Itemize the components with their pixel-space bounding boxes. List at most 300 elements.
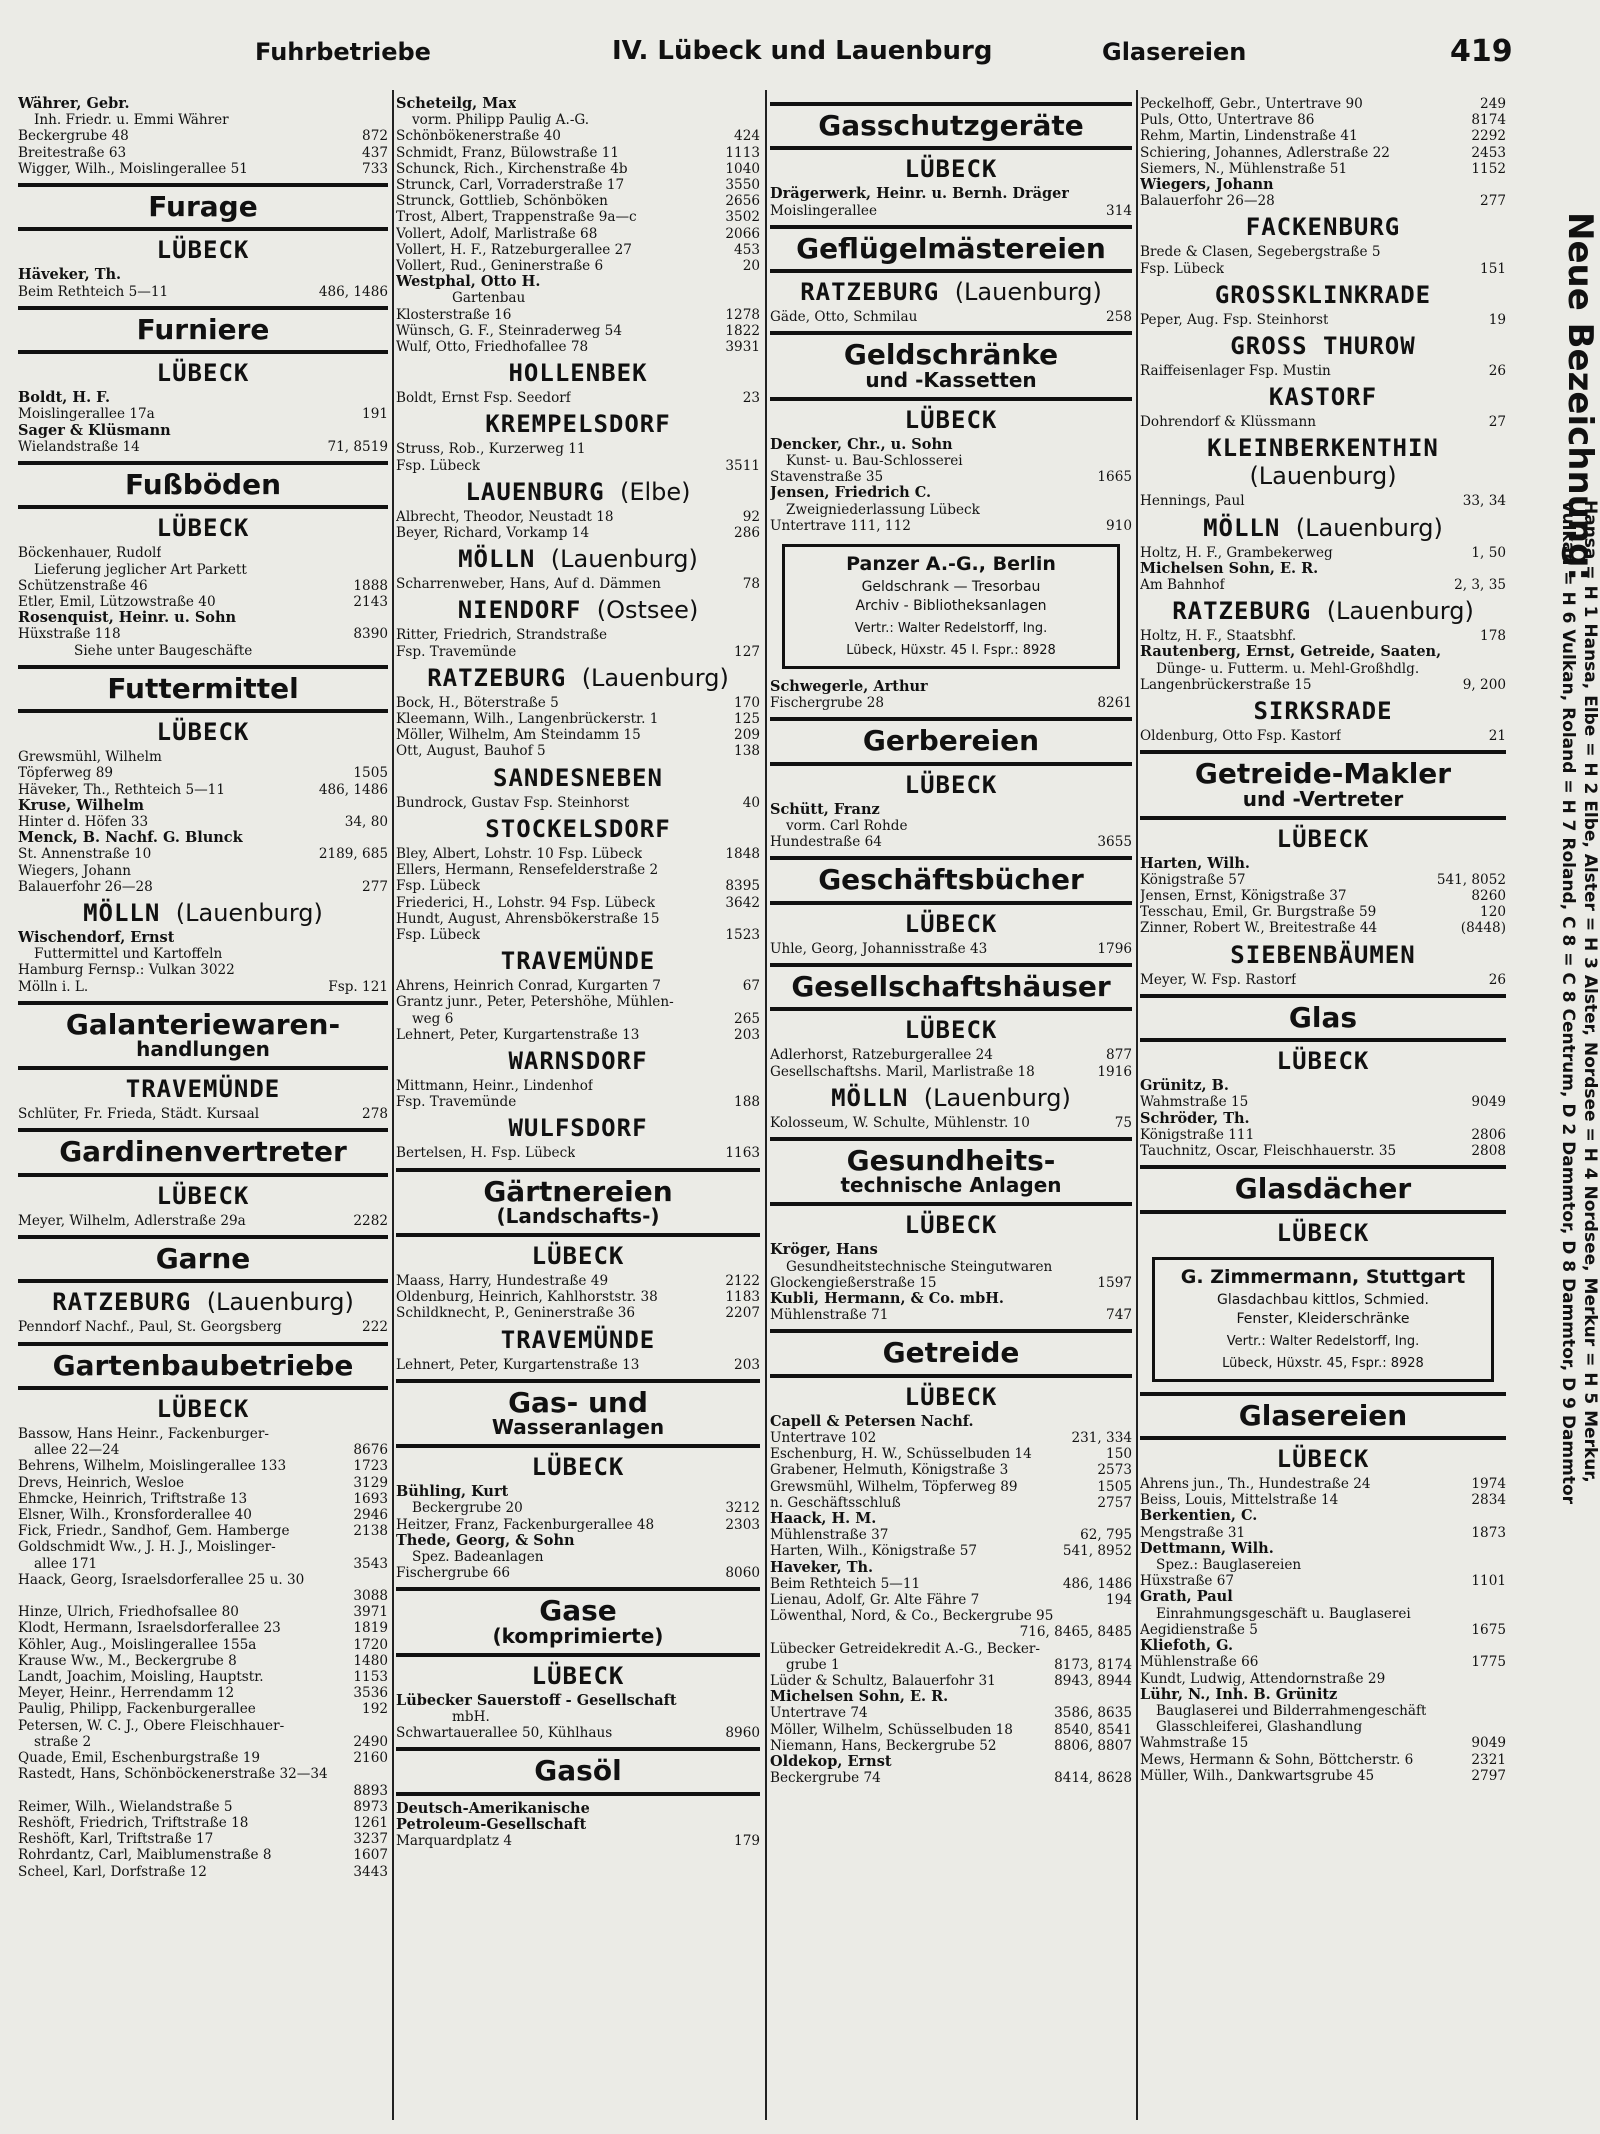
listing-row — [396, 627, 760, 643]
phone-number: 8174 — [1471, 112, 1506, 129]
listing-row — [18, 1831, 388, 1847]
running-head-right: Glasereien — [1102, 38, 1247, 66]
listing-text: Lübecker Getreidekredit A.-G., Becker- — [770, 1640, 1040, 1657]
listing-row — [1140, 1654, 1506, 1670]
phone-number: 1775 — [1471, 1654, 1506, 1671]
phone-number: 1113 — [725, 144, 760, 161]
listing-text: Petroleum-Gesellschaft — [396, 1816, 587, 1833]
place-heading — [396, 1326, 760, 1354]
listing-text: Hundt, August, Ahrensbökerstraße 15 — [396, 910, 660, 927]
listing-text: Königstraße 57 — [1140, 871, 1246, 888]
listing-row — [1140, 577, 1506, 593]
phone-number: 486, 1486 — [318, 781, 388, 798]
listing-text: Schwartauerallee 50, Kühlhaus — [396, 1725, 613, 1742]
listing-row — [18, 128, 388, 144]
listing-text: Vollert, H. F., Ratzeburgerallee 27 — [396, 241, 632, 258]
listing-row — [770, 941, 1132, 957]
listing-text: Hüxstraße 67 — [1140, 1573, 1235, 1590]
listing-row — [770, 485, 1132, 501]
listing-text: Schildknecht, P., Geninerstraße 36 — [396, 1305, 636, 1322]
listing-row — [18, 765, 388, 781]
phone-number: 3212 — [725, 1500, 760, 1517]
section-rule — [18, 505, 388, 509]
place-heading — [770, 1211, 1132, 1239]
listing-text: Rehm, Martin, Lindenstraße 41 — [1140, 128, 1358, 145]
phone-number: 203 — [734, 1356, 760, 1373]
listing-text: Rautenberg, Ernst, Getreide, Saaten, — [1140, 644, 1442, 661]
listing-row — [1140, 1476, 1506, 1492]
listing-row — [770, 1307, 1132, 1323]
phone-number: 67 — [742, 978, 760, 995]
place-name: LÜBECK — [1276, 1445, 1370, 1474]
listing-text: Landt, Joachim, Moisling, Hauptstr. — [18, 1669, 264, 1686]
section-rule — [770, 1137, 1132, 1141]
place-name: LAUENBURG — [465, 477, 605, 506]
category-heading — [770, 340, 1132, 390]
phone-number: 8395 — [725, 878, 760, 895]
listing-row — [770, 1495, 1132, 1511]
listing-text: Drevs, Heinrich, Wesloe — [18, 1474, 185, 1491]
phone-number: 1819 — [353, 1620, 388, 1637]
listing-row — [770, 1047, 1132, 1063]
section-rule — [18, 1066, 388, 1070]
listing-text: Heitzer, Franz, Fackenburgerallee 48 — [396, 1516, 655, 1533]
listing-row — [396, 927, 760, 943]
listing-row — [770, 1242, 1132, 1258]
listing-text: Fsp. Travemünde — [396, 1094, 517, 1111]
listing-row — [396, 644, 760, 660]
phone-number: 40 — [742, 794, 760, 811]
listing-text: Krause Ww., M., Beckergrube 8 — [18, 1652, 237, 1669]
listing-row — [18, 1750, 388, 1766]
phone-number: 1597 — [1097, 1274, 1132, 1291]
listing-row — [396, 1289, 760, 1305]
phone-number: 3088 — [353, 1588, 388, 1605]
listing-row — [396, 274, 760, 290]
listing-text: Wiegers, Johann — [1140, 177, 1274, 194]
phone-number: 910 — [1106, 517, 1132, 534]
listing-row — [18, 626, 388, 642]
listing-text: Hennings, Paul — [1140, 493, 1245, 510]
listing-text: Bundrock, Gustav Fsp. Steinhorst — [396, 794, 630, 811]
listing-row — [770, 186, 1132, 202]
phone-number: 33, 34 — [1462, 493, 1506, 510]
place-name: FACKENBURG — [1245, 213, 1401, 242]
section-rule — [1140, 1210, 1506, 1214]
listing-row — [770, 1722, 1132, 1738]
page-number: 419 — [1450, 34, 1513, 69]
listing-text: weg 6 — [412, 1010, 454, 1027]
phone-number: 8060 — [725, 1565, 760, 1582]
place-name: RATZEBURG — [427, 663, 567, 692]
listing-text: Müller, Wilh., Dankwartsgrube 45 — [1140, 1767, 1375, 1784]
listing-row — [1140, 1492, 1506, 1508]
category-heading — [770, 1336, 1132, 1370]
category-title: Glasereien — [1238, 1398, 1408, 1432]
listing-row — [1140, 644, 1506, 660]
place-name: RATZEBURG — [800, 278, 940, 307]
listing-row — [18, 1637, 388, 1653]
listing-text: Böckenhauer, Rudolf — [18, 545, 162, 562]
listing-row — [1140, 493, 1506, 509]
listing-text: Fsp. Travemünde — [396, 643, 517, 660]
listing-row — [396, 209, 760, 225]
listing-text: Schlüter, Fr. Frieda, Städt. Kursaal — [18, 1106, 260, 1123]
listing-text: Ritter, Friedrich, Strandstraße — [396, 627, 608, 644]
listing-text: Mühlenstraße 37 — [770, 1527, 889, 1544]
listing-text: Lienau, Adolf, Gr. Alte Fähre 7 — [770, 1592, 980, 1609]
listing-text: Scharrenweber, Hans, Auf d. Dämmen — [396, 576, 661, 593]
phone-number: 20 — [742, 258, 760, 275]
listing-row — [770, 437, 1132, 453]
phone-number: 178 — [1480, 628, 1506, 645]
phone-number: 1163 — [725, 1145, 760, 1162]
listing-row — [770, 469, 1132, 485]
listing-row — [396, 390, 760, 406]
place-name: LÜBECK — [156, 236, 250, 265]
listing-row — [1140, 1525, 1506, 1541]
category-heading — [1140, 1172, 1506, 1206]
listing-row — [770, 1527, 1132, 1543]
listing-row — [770, 1738, 1132, 1754]
section-rule — [18, 1001, 388, 1005]
listing-row — [1140, 1622, 1506, 1638]
listing-row — [770, 834, 1132, 850]
listing-row — [18, 267, 388, 283]
listing-text: Raiffeisenlager Fsp. Mustin — [1140, 363, 1331, 380]
category-title: Glasdächer — [1234, 1172, 1412, 1206]
listing-text: Schiering, Johannes, Adlerstraße 22 — [1140, 144, 1390, 161]
category-subtitle: und -Vertreter — [1242, 786, 1404, 811]
listing-row — [770, 1479, 1132, 1495]
listing-text: Am Bahnhof — [1140, 577, 1225, 594]
section-rule — [770, 901, 1132, 905]
listing-text: Balauerfohr 26—28 — [18, 878, 153, 895]
category-heading — [18, 1348, 388, 1382]
listing-text: Grath, Paul — [1140, 1589, 1233, 1606]
listing-text: Klosterstraße 16 — [396, 306, 512, 323]
phone-number: 170 — [734, 694, 760, 711]
listing-row — [1140, 112, 1506, 128]
listing-row — [18, 578, 388, 594]
place-name: LÜBECK — [1276, 824, 1370, 853]
phone-number: 541, 8952 — [1062, 1543, 1132, 1560]
listing-text: Fick, Friedr., Sandhof, Gem. Hamberge — [18, 1523, 290, 1540]
place-name: WULFSDORF — [508, 1114, 648, 1143]
place-heading — [396, 1662, 760, 1690]
place-region: (Lauenburg) — [923, 1083, 1071, 1112]
listing-text: Kliefoth, G. — [1140, 1638, 1234, 1655]
phone-number: 1261 — [353, 1814, 388, 1831]
listing-text: Inh. Friedr. u. Emmi Währer — [34, 112, 229, 129]
listing-text: allee 22—24 — [34, 1442, 120, 1459]
phone-number: 2656 — [725, 193, 760, 210]
place-region: (Ostsee) — [596, 596, 699, 625]
place-name: NIENDORF — [457, 596, 582, 625]
section-rule — [18, 227, 388, 231]
listing-row — [396, 1725, 760, 1741]
listing-text: Stavenstraße 35 — [770, 469, 884, 486]
place-heading — [396, 410, 760, 438]
listing-row — [396, 161, 760, 177]
column-2 — [396, 96, 760, 2121]
place-heading — [18, 236, 388, 264]
category-title: Galanteriewaren- — [65, 1007, 341, 1041]
phone-number: 3655 — [1097, 834, 1132, 851]
category-title: Geldschränke — [843, 338, 1059, 372]
listing-text: Niemann, Hans, Beckergrube 52 — [770, 1737, 997, 1754]
place-region: (Lauenburg) — [1295, 513, 1443, 542]
listing-text: Dencker, Chr., u. Sohn — [770, 436, 953, 453]
listing-row — [396, 1094, 760, 1110]
listing-text: Bock, H., Böterstraße 5 — [396, 694, 559, 711]
listing-text: Sager & Klüsmann — [18, 422, 171, 439]
place-heading — [18, 1288, 388, 1316]
phone-number: 19 — [1488, 311, 1506, 328]
phone-number: 2138 — [353, 1523, 388, 1540]
listing-row — [18, 643, 388, 659]
category-title: Geschäftsbücher — [818, 863, 1084, 897]
category-heading — [396, 1596, 760, 1646]
place-heading — [1140, 434, 1506, 490]
place-heading — [396, 478, 760, 506]
listing-row — [18, 1426, 388, 1442]
listing-row — [770, 1259, 1132, 1275]
category-heading — [18, 1007, 388, 1062]
category-subtitle: Wasseranlagen — [491, 1415, 665, 1440]
place-region: (Lauenburg) — [175, 899, 323, 928]
section-rule — [770, 1329, 1132, 1333]
place-heading — [1140, 514, 1506, 542]
listing-text: Schröder, Th. — [1140, 1110, 1250, 1127]
listing-row — [1140, 545, 1506, 561]
phone-number: 23 — [742, 390, 760, 407]
listing-text: Fsp. Lübeck — [1140, 260, 1225, 277]
listing-row — [1140, 414, 1506, 430]
phone-number: 2453 — [1471, 144, 1506, 161]
phone-number: 231, 334 — [1071, 1430, 1132, 1446]
listing-row — [18, 782, 388, 798]
phone-number: 8540, 8541 — [1054, 1721, 1132, 1738]
listing-text: Boldt, H. F. — [18, 390, 111, 407]
section-rule — [18, 1342, 388, 1346]
listing-row — [396, 727, 760, 743]
phone-number: 8893 — [353, 1782, 388, 1799]
place-heading — [396, 359, 760, 387]
category-heading — [18, 190, 388, 224]
listing-row — [1140, 1127, 1506, 1143]
category-title: Gasöl — [534, 1754, 622, 1788]
phone-number: 138 — [734, 743, 760, 760]
listing-text: Kunst- u. Bau-Schlosserei — [786, 452, 963, 469]
place-heading — [18, 899, 388, 927]
advertisement-box — [782, 544, 1120, 669]
listing-row — [1140, 1719, 1506, 1735]
listing-text: Mühlenstraße 71 — [770, 1307, 889, 1324]
listing-row — [1140, 1752, 1506, 1768]
place-heading — [1140, 697, 1506, 725]
place-heading — [1140, 597, 1506, 625]
listing-row — [1140, 1508, 1506, 1524]
listing-text: Bertelsen, H. Fsp. Lübeck — [396, 1145, 576, 1162]
section-rule — [770, 856, 1132, 860]
listing-text: Adlerhorst, Ratzeburgerallee 24 — [770, 1047, 993, 1064]
listing-text: Währer, Gebr. — [18, 96, 130, 112]
section-rule — [396, 1444, 760, 1448]
place-name: TRAVEMÜNDE — [500, 947, 656, 976]
listing-row — [396, 339, 760, 355]
listing-row — [396, 258, 760, 274]
section-rule — [770, 1202, 1132, 1206]
phone-number: 8173, 8174 — [1054, 1656, 1132, 1673]
phone-number: 194 — [1106, 1592, 1132, 1609]
listing-text: Beckergrube 74 — [770, 1770, 881, 1787]
listing-row — [396, 695, 760, 711]
phone-number: 8390 — [353, 626, 388, 643]
listing-row — [396, 112, 760, 128]
listing-row — [18, 96, 388, 112]
phone-number: 3536 — [353, 1685, 388, 1702]
listing-text: Hundestraße 64 — [770, 834, 882, 851]
phone-number: 1278 — [725, 306, 760, 323]
place-name: TRAVEMÜNDE — [125, 1075, 281, 1104]
listing-row — [770, 203, 1132, 219]
listing-text: Deutsch-Amerikanische — [396, 1800, 590, 1817]
phone-number: 1974 — [1471, 1476, 1506, 1493]
listing-row — [770, 453, 1132, 469]
listing-text: Capell & Petersen Nachf. — [770, 1413, 974, 1430]
listing-text: Beim Rethteich 5—11 — [770, 1575, 921, 1592]
place-name: LÜBECK — [531, 1241, 625, 1270]
listing-row — [18, 962, 388, 978]
listing-row — [396, 1078, 760, 1094]
section-rule — [396, 1792, 760, 1796]
listing-text: Scheel, Karl, Dorfstraße 12 — [18, 1863, 207, 1880]
listing-text: Ahrens jun., Th., Hundestraße 24 — [1140, 1476, 1371, 1493]
phone-number: 2303 — [725, 1516, 760, 1533]
listing-text: Hamburg Fernsp.: Vulkan 3022 — [18, 962, 235, 979]
listing-row — [770, 1754, 1132, 1770]
listing-row — [1140, 145, 1506, 161]
listing-row — [396, 1011, 760, 1027]
place-region: (Lauenburg) — [206, 1288, 354, 1317]
listing-row — [396, 177, 760, 193]
listing-text: Hüxstraße 118 — [18, 626, 121, 643]
phone-number: 1873 — [1471, 1524, 1506, 1541]
listing-text: Fsp. Lübeck — [396, 457, 481, 474]
listing-row — [396, 128, 760, 144]
ad-agent-line: Vertr.: Walter Redelstorff, Ing. — [854, 621, 1048, 636]
listing-text: Spez.: Bauglasereien — [1156, 1557, 1302, 1574]
listing-row — [18, 1669, 388, 1685]
listing-row — [1140, 561, 1506, 577]
listing-row — [1140, 888, 1506, 904]
category-heading — [18, 1135, 388, 1169]
place-region: (Lauenburg) — [550, 545, 698, 574]
place-heading — [18, 514, 388, 542]
listing-row — [396, 1693, 760, 1709]
listing-row — [770, 1414, 1132, 1430]
phone-number: 2122 — [725, 1272, 760, 1289]
phone-number: 1152 — [1471, 160, 1506, 177]
listing-row — [1140, 920, 1506, 936]
place-name: LÜBECK — [904, 1016, 998, 1045]
category-heading — [18, 312, 388, 346]
category-heading — [770, 1146, 1132, 1196]
category-heading — [396, 1174, 760, 1228]
listing-text: Bley, Albert, Lohstr. 10 Fsp. Lübeck — [396, 845, 643, 862]
listing-text: Eschenburg, H. W., Schüsselbuden 14 — [770, 1446, 1032, 1463]
category-title: Gasschutzgeräte — [818, 109, 1084, 142]
category-heading — [1140, 1398, 1506, 1432]
listing-text: Michelsen Sohn, E. R. — [770, 1689, 949, 1706]
phone-number: 92 — [742, 508, 760, 525]
phone-number: 191 — [362, 406, 388, 423]
listing-text: Beyer, Richard, Vorkamp 14 — [396, 525, 590, 542]
listing-text: Menck, B. Nachf. G. Blunck — [18, 830, 243, 847]
category-heading — [396, 1385, 760, 1440]
place-name: SIRKSRADE — [1253, 697, 1393, 726]
place-heading — [18, 1075, 388, 1103]
listing-row — [1140, 1557, 1506, 1573]
place-heading — [770, 910, 1132, 938]
section-rule — [396, 1379, 760, 1383]
place-name: LÜBECK — [156, 514, 250, 543]
ad-agent-line: Lübeck, Hüxstr. 45 I. Fspr.: 8928 — [846, 643, 1056, 658]
place-heading — [396, 764, 760, 792]
listing-text: Drägerwerk, Heinr. u. Bernh. Dräger — [770, 186, 1070, 203]
phone-number: 716, 8465, 8485 — [1019, 1624, 1132, 1641]
place-heading — [18, 359, 388, 387]
phone-number: 8261 — [1097, 695, 1132, 712]
listing-row — [18, 1653, 388, 1669]
section-rule — [770, 331, 1132, 335]
phone-number: 1720 — [353, 1636, 388, 1653]
listing-text: Beckergrube 20 — [412, 1500, 523, 1517]
listing-row — [770, 1673, 1132, 1689]
listing-text: Paulig, Philipp, Fackenburgerallee — [18, 1701, 256, 1718]
listing-text: Ott, August, Bauhof 5 — [396, 743, 546, 760]
listing-row — [18, 930, 388, 946]
listing-row — [18, 1475, 388, 1491]
section-rule — [18, 1235, 388, 1239]
section-rule — [396, 1653, 760, 1657]
section-rule — [396, 1168, 760, 1172]
phone-number: 3931 — [725, 339, 760, 356]
phone-number: 872 — [362, 128, 388, 145]
listing-row — [18, 1458, 388, 1474]
listing-row — [770, 1560, 1132, 1576]
phone-number: 486, 1486 — [1062, 1575, 1132, 1592]
phone-number: 3129 — [353, 1474, 388, 1491]
listing-row — [396, 1801, 760, 1817]
phone-number: 2946 — [353, 1507, 388, 1524]
listing-text: Grantz junr., Peter, Petershöhe, Mühlen- — [396, 994, 674, 1011]
phone-number: Fsp. 121 — [328, 978, 388, 995]
listing-row — [396, 1273, 760, 1289]
listing-row — [770, 1291, 1132, 1307]
place-name: KREMPELSDORF — [485, 410, 671, 439]
listing-text: Häveker, Th., Rethteich 5—11 — [18, 781, 225, 798]
listing-text: Töpferweg 89 — [18, 765, 114, 782]
place-heading — [770, 278, 1132, 306]
listing-text: Beckergrube 48 — [18, 128, 129, 145]
listing-row — [18, 1507, 388, 1523]
listing-text: Michelsen Sohn, E. R. — [1140, 560, 1319, 577]
listing-text: Kubli, Hermann, & Co. mbH. — [770, 1291, 1004, 1307]
listing-row — [1140, 261, 1506, 277]
category-heading — [770, 111, 1132, 140]
